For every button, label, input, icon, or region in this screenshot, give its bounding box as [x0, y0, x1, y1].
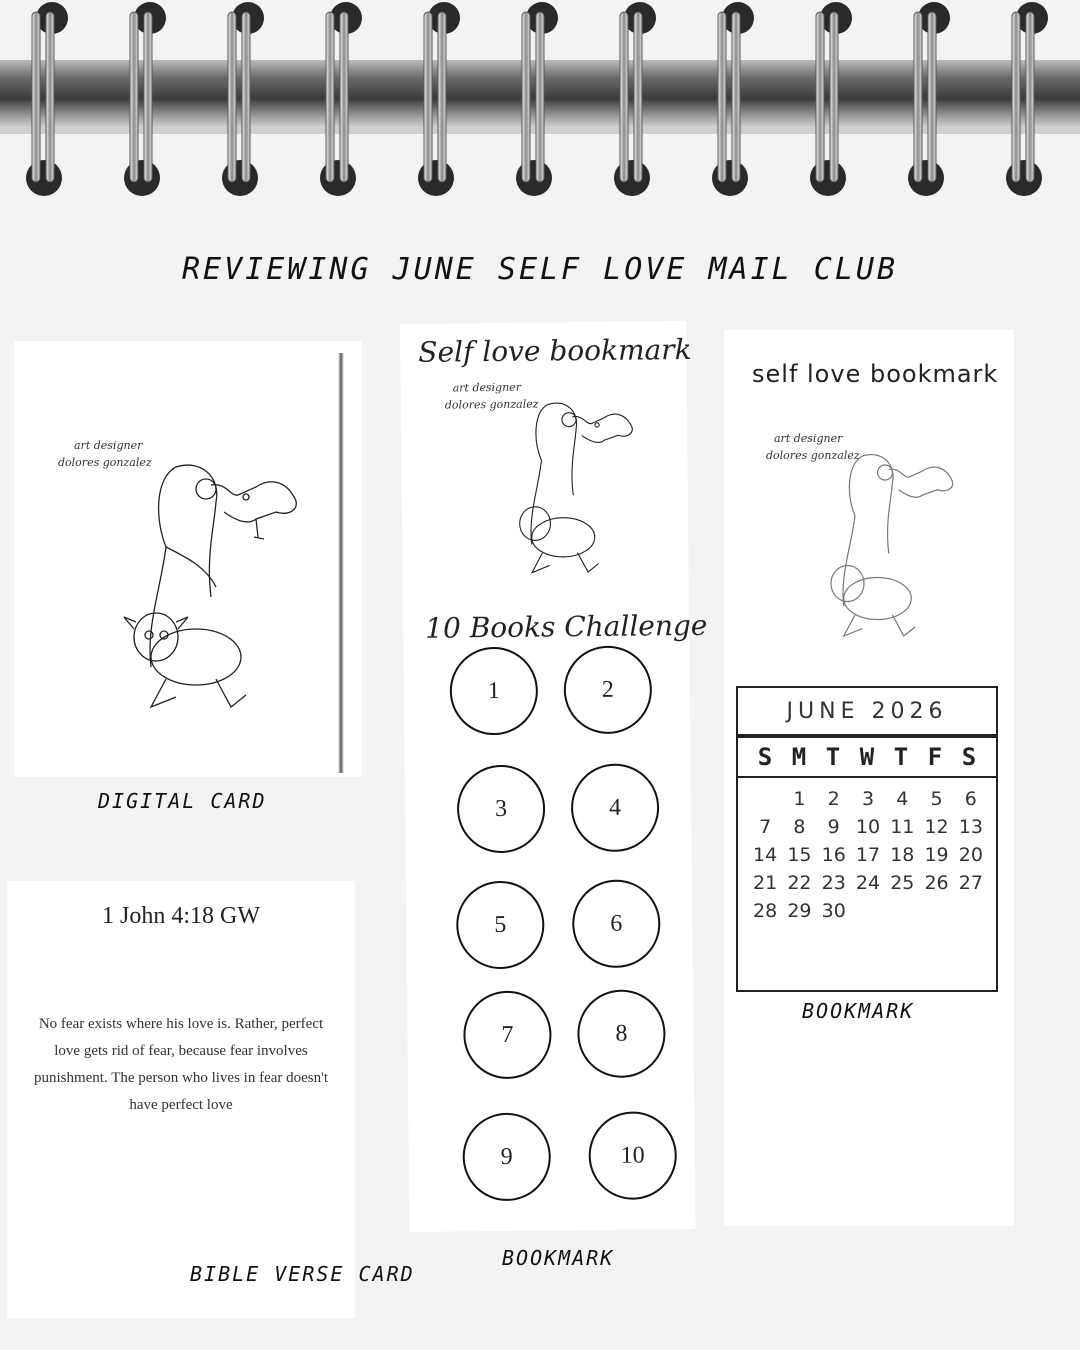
june-calendar [736, 686, 998, 992]
calendar-day: 3 [861, 788, 875, 810]
calendar-day: 19 [924, 844, 949, 866]
calendar-day: 29 [787, 900, 812, 922]
page-title: REVIEWING JUNE SELF LOVE MAIL CLUB [181, 252, 899, 287]
calendar-day: 7 [759, 816, 772, 838]
digital-card-credit: art designer dolores gonzalez [58, 439, 152, 469]
challenge-circle-2: 2 [563, 645, 652, 734]
calendar-weekday: T [893, 743, 909, 771]
calendar-weekday: S [757, 743, 773, 771]
challenge-bookmark-credit: art designer dolores gonzalez [444, 380, 539, 412]
challenge-circle-4: 4 [571, 763, 660, 852]
calendar-day: 14 [753, 844, 778, 866]
calendar-weekday: S [961, 743, 977, 771]
calendar-day: 18 [890, 844, 915, 866]
challenge-circle-8: 8 [577, 989, 666, 1078]
character-illustration [810, 446, 960, 646]
calendar-day: 13 [958, 816, 983, 838]
challenge-bookmark-heading: Self love bookmark [418, 332, 692, 369]
calendar-days [748, 788, 988, 924]
spiral-binding [0, 0, 1080, 205]
calendar-day: 6 [964, 788, 977, 810]
calendar-day: 8 [793, 816, 806, 838]
calendar-day: 28 [753, 900, 778, 922]
calendar-day: 2 [827, 788, 840, 810]
calendar-weekday: M [791, 743, 807, 771]
challenge-bookmark [400, 321, 708, 1232]
calendar-day: 21 [753, 872, 778, 894]
calendar-day: 30 [821, 900, 846, 922]
calendar-day: 27 [958, 872, 983, 894]
character-illustration [106, 457, 306, 717]
calendar-day: 24 [855, 872, 881, 894]
calendar-day: 22 [787, 872, 812, 894]
challenge-circle-6: 6 [572, 879, 661, 968]
challenge-circle-9: 9 [462, 1112, 551, 1201]
calendar-month: JUNE 2026 [738, 688, 996, 738]
calendar-bookmark-credit: art designer dolores gonzalez [766, 432, 860, 462]
calendar-day: 15 [787, 844, 812, 866]
challenge-bookmark-caption: BOOKMARK [502, 1246, 615, 1270]
challenge-title: 10 Books Challenge [425, 608, 708, 645]
bible-verse-card [7, 881, 355, 1318]
digital-card [14, 341, 362, 777]
calendar-day: 5 [930, 788, 943, 810]
challenge-circle-7: 7 [463, 990, 552, 1079]
verse-reference: 1 John 4:18 GW [102, 903, 260, 929]
calendar-day: 20 [958, 844, 983, 866]
calendar-day: 4 [896, 788, 909, 810]
verse-card-caption: BIBLE VERSE CARD [190, 1262, 415, 1286]
calendar-day: 26 [924, 872, 949, 894]
calendar-day: 25 [890, 872, 915, 894]
card-fold-shadow [338, 353, 344, 773]
challenge-circle-1: 1 [449, 647, 538, 736]
calendar-day: 11 [890, 816, 915, 838]
challenge-circle-3: 3 [457, 765, 546, 854]
digital-card-caption: DIGITAL CARD [98, 789, 267, 813]
calendar-day: 10 [855, 816, 881, 838]
character-illustration [499, 388, 641, 589]
calendar-bookmark-heading: self love bookmark [752, 360, 999, 388]
calendar-weekday: F [927, 743, 943, 771]
calendar-day [748, 788, 782, 812]
calendar-bookmark-caption: BOOKMARK [802, 999, 915, 1023]
calendar-weekday: T [825, 743, 841, 771]
verse-text: No fear exists where his love is. Rather, perfect love gets rid of fear, because fear involves punishment. The person who lives in fear doesn't have perfect love [33, 1016, 329, 1113]
calendar-day: 9 [827, 816, 840, 838]
calendar-weekdays [738, 738, 996, 778]
calendar-day: 23 [821, 872, 846, 894]
challenge-circle-5: 5 [456, 881, 545, 970]
calendar-weekday: W [859, 743, 875, 771]
challenge-circle-10: 10 [588, 1111, 677, 1200]
calendar-day: 16 [821, 844, 846, 866]
calendar-day: 1 [793, 788, 806, 810]
calendar-day: 17 [855, 844, 881, 866]
calendar-day: 12 [924, 816, 949, 838]
